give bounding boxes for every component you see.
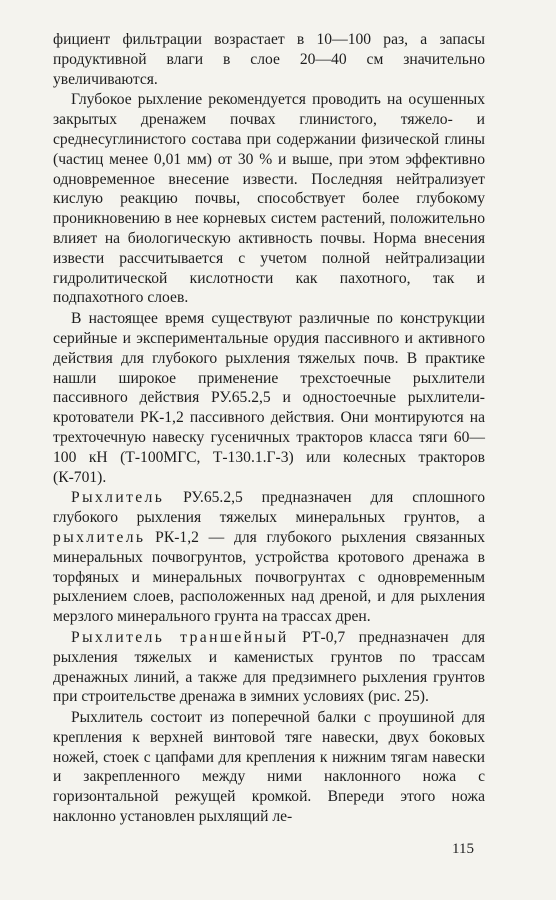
paragraph-2: Глубокое рыхление рекомендуется проводить на осушенных закрытых дренажем почвах глинистого, тяжело- и среднесуглинистого состава при содержании физической глины (частиц менее 0,01 мм) от 30 % и выше, при этом эффективно одновременное внесение извести. Последняя нейтрализует кислую реакцию почвы, способствует более глубокому проникновению в нее корневых систем растений, положительно влияет на биологическую активность почвы. Норма внесения извести рассчитывается с учетом полной нейтрализации гидролитической кислотности как пахотного, так и подпахотного слоев. bbox=[53, 91, 485, 307]
term-rykhlitel-transheyny: Рыхлитель траншейный bbox=[71, 628, 289, 646]
paragraph-5-text: РТ-0,7 предназначен для рыхления тяжелых и каменистых грунтов по трассам дренажных линий, а также для предзимнего рыхления грунтов при строительстве дренажа в зимних условиях (рис. 25). bbox=[53, 628, 485, 706]
term-rykhlitel: Рыхлитель bbox=[71, 489, 165, 507]
paragraph-4-text-b: РК-1,2 — для глубокого рыхления связанных минеральных почвогрунтов, устройства кротового дренажа в торфяных и минеральных почвогрунтах с одновременным рыхлением слоев, расположенных над дреной, и для рыхления мерзлого минерального грунта на трассах дрен. bbox=[53, 528, 485, 626]
paragraph-3: В настоящее время существуют различные по конструкции серийные и экспериментальные орудия пассивного и активного действия для глубокого рыхления тяжелых почв. В практике нашли широкое применение трехстоечные рыхлители пассивного действия РУ.65.2,5 и одностоечные рыхлители-кротователи РК-1,2 пассивного действия. Они монтируются на трехточечную навеску гусеничных тракторов класса тяги 60—100 кН (Т-100МГС, Т-130.1.Г-3) или колесных тракторов (К-701). bbox=[53, 310, 485, 486]
paragraph-4-text-a: РУ.65.2,5 предназначен для сплошного глубокого рыхления тяжелых минеральных грунтов, а bbox=[53, 489, 485, 527]
page-body bbox=[53, 30, 485, 827]
paragraph-5 bbox=[53, 628, 485, 707]
paragraph-1: фициент фильтрации возрастает в 10—100 раз, а запасы продуктивной влаги в слое 20—40 см значительно увеличиваются. bbox=[53, 31, 485, 88]
paragraph-6: Рыхлитель состоит из поперечной балки с проушиной для крепления к верхней винтовой тяге навески, двух боковых ножей, стоек с цапфами для крепления к нижним тягам навески и закрепленного между ними наклонного ножа с горизонтальной режущей кромкой. Впереди этого ножа наклонно установлен рыхлящий ле- bbox=[53, 709, 485, 826]
page-number: 115 bbox=[452, 841, 474, 857]
term-rykhlitel-2: рыхлитель bbox=[53, 528, 146, 546]
paragraph-4 bbox=[53, 488, 485, 627]
